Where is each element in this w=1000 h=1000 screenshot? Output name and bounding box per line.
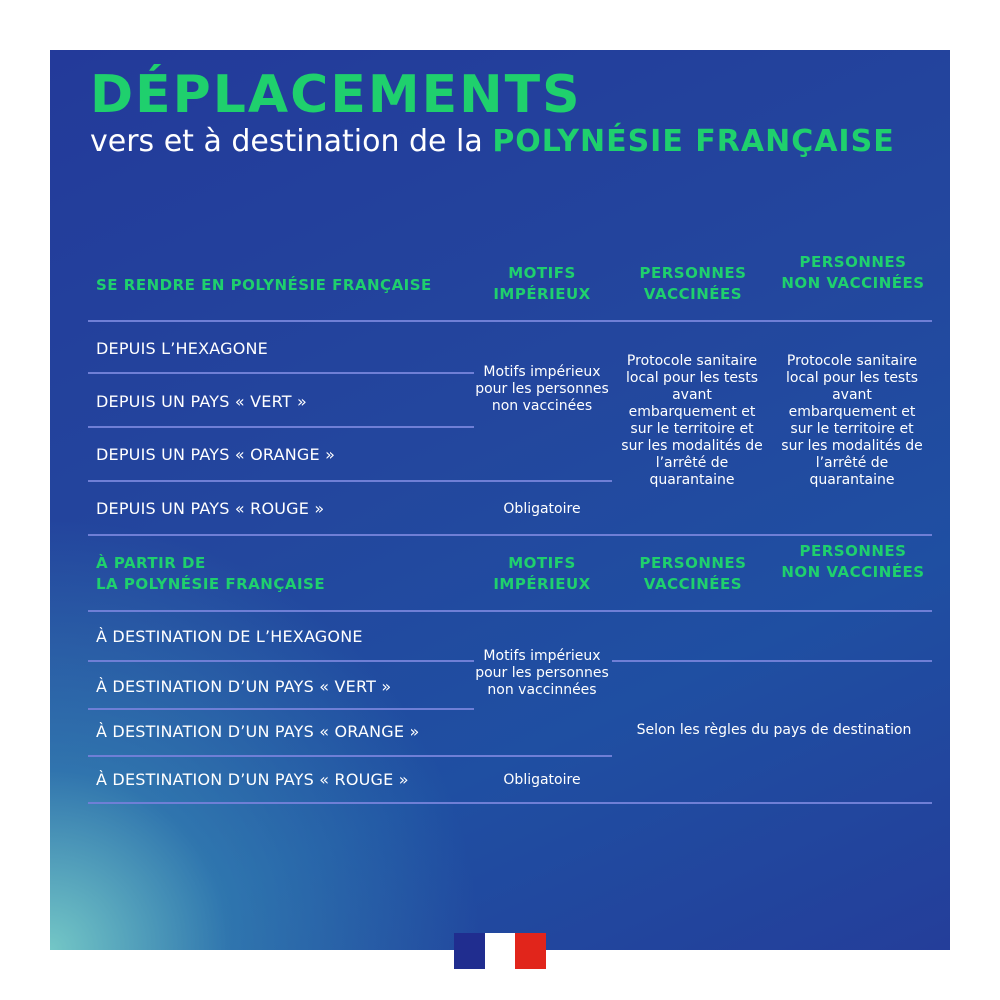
section1-non-vaccinated-protocol: Protocole sanitaire local pour les tests avant embarquement et sur le territoire et sur les modalités de l’arrêté de quarantaine	[781, 353, 923, 488]
section2-row-rouge: À DESTINATION D’UN PAYS « ROUGE »	[96, 770, 409, 789]
section2-header-label-line2: LA POLYNÉSIE FRANÇAISE	[96, 575, 326, 593]
section2-motifs-rouge: Obligatoire	[503, 772, 581, 788]
section1-row-divider	[88, 480, 612, 482]
section2-header-vaccinated: PERSONNES VACCINÉES	[639, 554, 747, 593]
section1-header-non-vaccinated: PERSONNES NON VACCINÉES	[781, 253, 925, 292]
section2-bottom-rule	[88, 802, 932, 804]
section1-header-rule	[88, 320, 932, 322]
section2-header-motifs: MOTIFS IMPÉRIEUX	[493, 554, 591, 593]
section2-destination-rules: Selon les règles du pays de destination	[636, 722, 912, 738]
section1-row-divider	[88, 372, 474, 374]
section1-row-vert: DEPUIS UN PAYS « VERT »	[96, 392, 307, 411]
section1-header-motifs: MOTIFS IMPÉRIEUX	[493, 264, 591, 303]
section2-header-rule	[88, 610, 932, 612]
section1-row-rouge: DEPUIS UN PAYS « ROUGE »	[96, 499, 325, 518]
section1-motifs-merged: Motifs impérieux pour les personnes non vaccinées	[475, 364, 609, 414]
infographic-card	[50, 50, 950, 950]
section1-vaccinated-protocol: Protocole sanitaire local pour les tests avant embarquement et sur le territoire et sur les modalités de l’arrêté de quarantaine	[621, 353, 763, 488]
marianne-flag-icon	[454, 933, 546, 969]
section-divider	[88, 534, 932, 536]
subtitle-text: vers et à destination de la	[90, 124, 493, 159]
section1-row-orange: DEPUIS UN PAYS « ORANGE »	[96, 445, 336, 464]
section2-header-non-vaccinated: PERSONNES NON VACCINÉES	[781, 542, 925, 581]
section2-header-label	[96, 553, 476, 595]
section1-motifs-rouge: Obligatoire	[503, 501, 581, 517]
subtitle-strong: POLYNÉSIE FRANÇAISE	[492, 124, 895, 159]
section2-row-divider	[612, 660, 932, 662]
section1-row-hexagone: DEPUIS L’HEXAGONE	[96, 339, 268, 358]
section2-header-label-line1: À PARTIR DE	[96, 554, 206, 572]
section1-row-divider	[88, 426, 474, 428]
section2-row-vert: À DESTINATION D’UN PAYS « VERT »	[96, 677, 392, 696]
section2-motifs-merged: Motifs impérieux pour les personnes non vaccinnées	[475, 648, 609, 698]
section2-row-hexagone: À DESTINATION DE L’HEXAGONE	[96, 627, 363, 646]
section2-row-orange: À DESTINATION D’UN PAYS « ORANGE »	[96, 722, 420, 741]
section1-header-label: SE RENDRE EN POLYNÉSIE FRANÇAISE	[96, 276, 432, 294]
section2-row-divider	[88, 660, 474, 662]
page-title: DÉPLACEMENTS	[90, 65, 582, 125]
section2-row-divider	[88, 755, 612, 757]
section2-row-divider	[88, 708, 474, 710]
section1-header-vaccinated: PERSONNES VACCINÉES	[639, 264, 747, 303]
page-subtitle	[90, 122, 895, 162]
